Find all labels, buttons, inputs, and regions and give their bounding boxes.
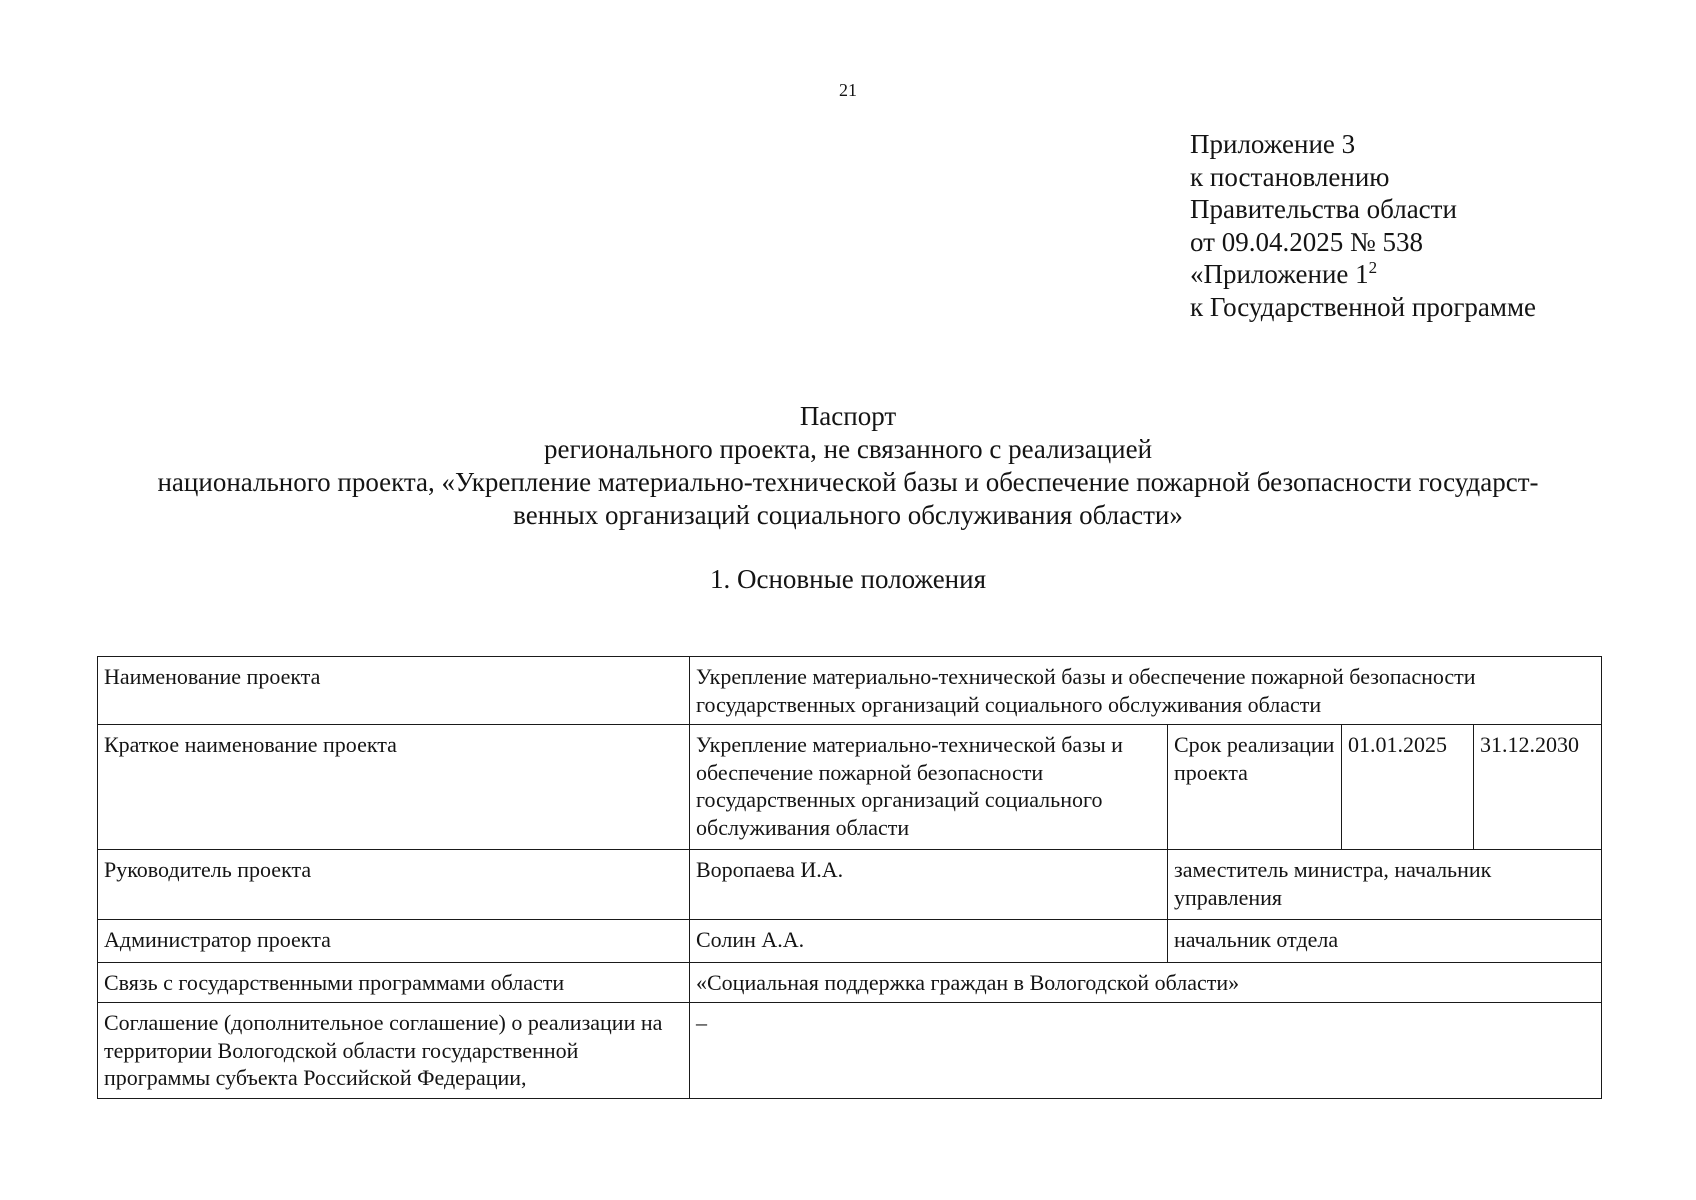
table-row-programs — [98, 963, 1602, 1003]
value-cell: Воропаева И.А. — [690, 850, 1168, 920]
position-cell: заместитель министра, начальник управления — [1168, 850, 1602, 920]
appendix-ref-line — [1190, 258, 1536, 291]
appendix-line: Приложение 3 — [1190, 129, 1356, 159]
table-row-name — [98, 657, 1602, 725]
title-line: Паспорт — [799, 401, 897, 431]
appendix-line: от 09.04.2025 № 538 — [1190, 226, 1423, 257]
label-cell: Связь с государственными программами области — [98, 963, 690, 1003]
table-row-short-name — [98, 725, 1602, 850]
appendix-block — [1190, 128, 1536, 324]
appendix-line: Правительства области — [1190, 194, 1457, 225]
appendix-ref-text: «Приложение 1 — [1190, 259, 1369, 290]
value-cell: Солин А.А. — [690, 920, 1168, 963]
label-cell: Наименование проекта — [98, 657, 690, 725]
passport-table — [97, 656, 1602, 1099]
section-title: 1. Основные положения — [710, 564, 986, 594]
value-cell: – — [690, 1003, 1602, 1099]
position-cell: начальник отдела — [1168, 920, 1602, 963]
value-cell: Укрепление материально-технической базы и обеспечение пожарной безопасности государственных организаций социального обслуживания области — [690, 657, 1602, 725]
label-cell: Руководитель проекта — [98, 850, 690, 920]
end-date-cell: 31.12.2030 — [1474, 725, 1602, 850]
start-date-cell: 01.01.2025 — [1342, 725, 1474, 850]
appendix-line: к постановлению — [1190, 161, 1390, 192]
title-line: регионального проекта, не связанного с реализацией — [543, 434, 1153, 464]
document-title — [100, 400, 1596, 532]
label-cell: Краткое наименование проекта — [98, 725, 690, 850]
label-cell: Соглашение (дополнительное соглашение) о реализации на территории Вологодской области государственной программы субъекта Российской Федерации, — [98, 1003, 690, 1099]
value-cell: «Социальная поддержка граждан в Вологодской области» — [690, 963, 1602, 1003]
page-number: 21 — [839, 80, 857, 100]
appendix-ref-superscript: 2 — [1368, 258, 1378, 278]
period-label-cell: Срок реализации проекта — [1168, 725, 1342, 850]
label-cell: Администратор проекта — [98, 920, 690, 963]
table-row-agreement — [98, 1003, 1602, 1099]
title-line: венных организаций социального обслуживания области» — [513, 500, 1183, 530]
table-row-admin — [98, 920, 1602, 963]
title-line: национального проекта, «Укрепление материально-технической базы и обеспечение пожарной безопасности государст- — [157, 467, 1539, 497]
table-row-leader — [98, 850, 1602, 920]
value-cell: Укрепление материально-технической базы и обеспечение пожарной безопасности государственных организаций социального обслуживания области — [690, 725, 1168, 850]
appendix-line: к Государственной программе — [1190, 291, 1537, 322]
